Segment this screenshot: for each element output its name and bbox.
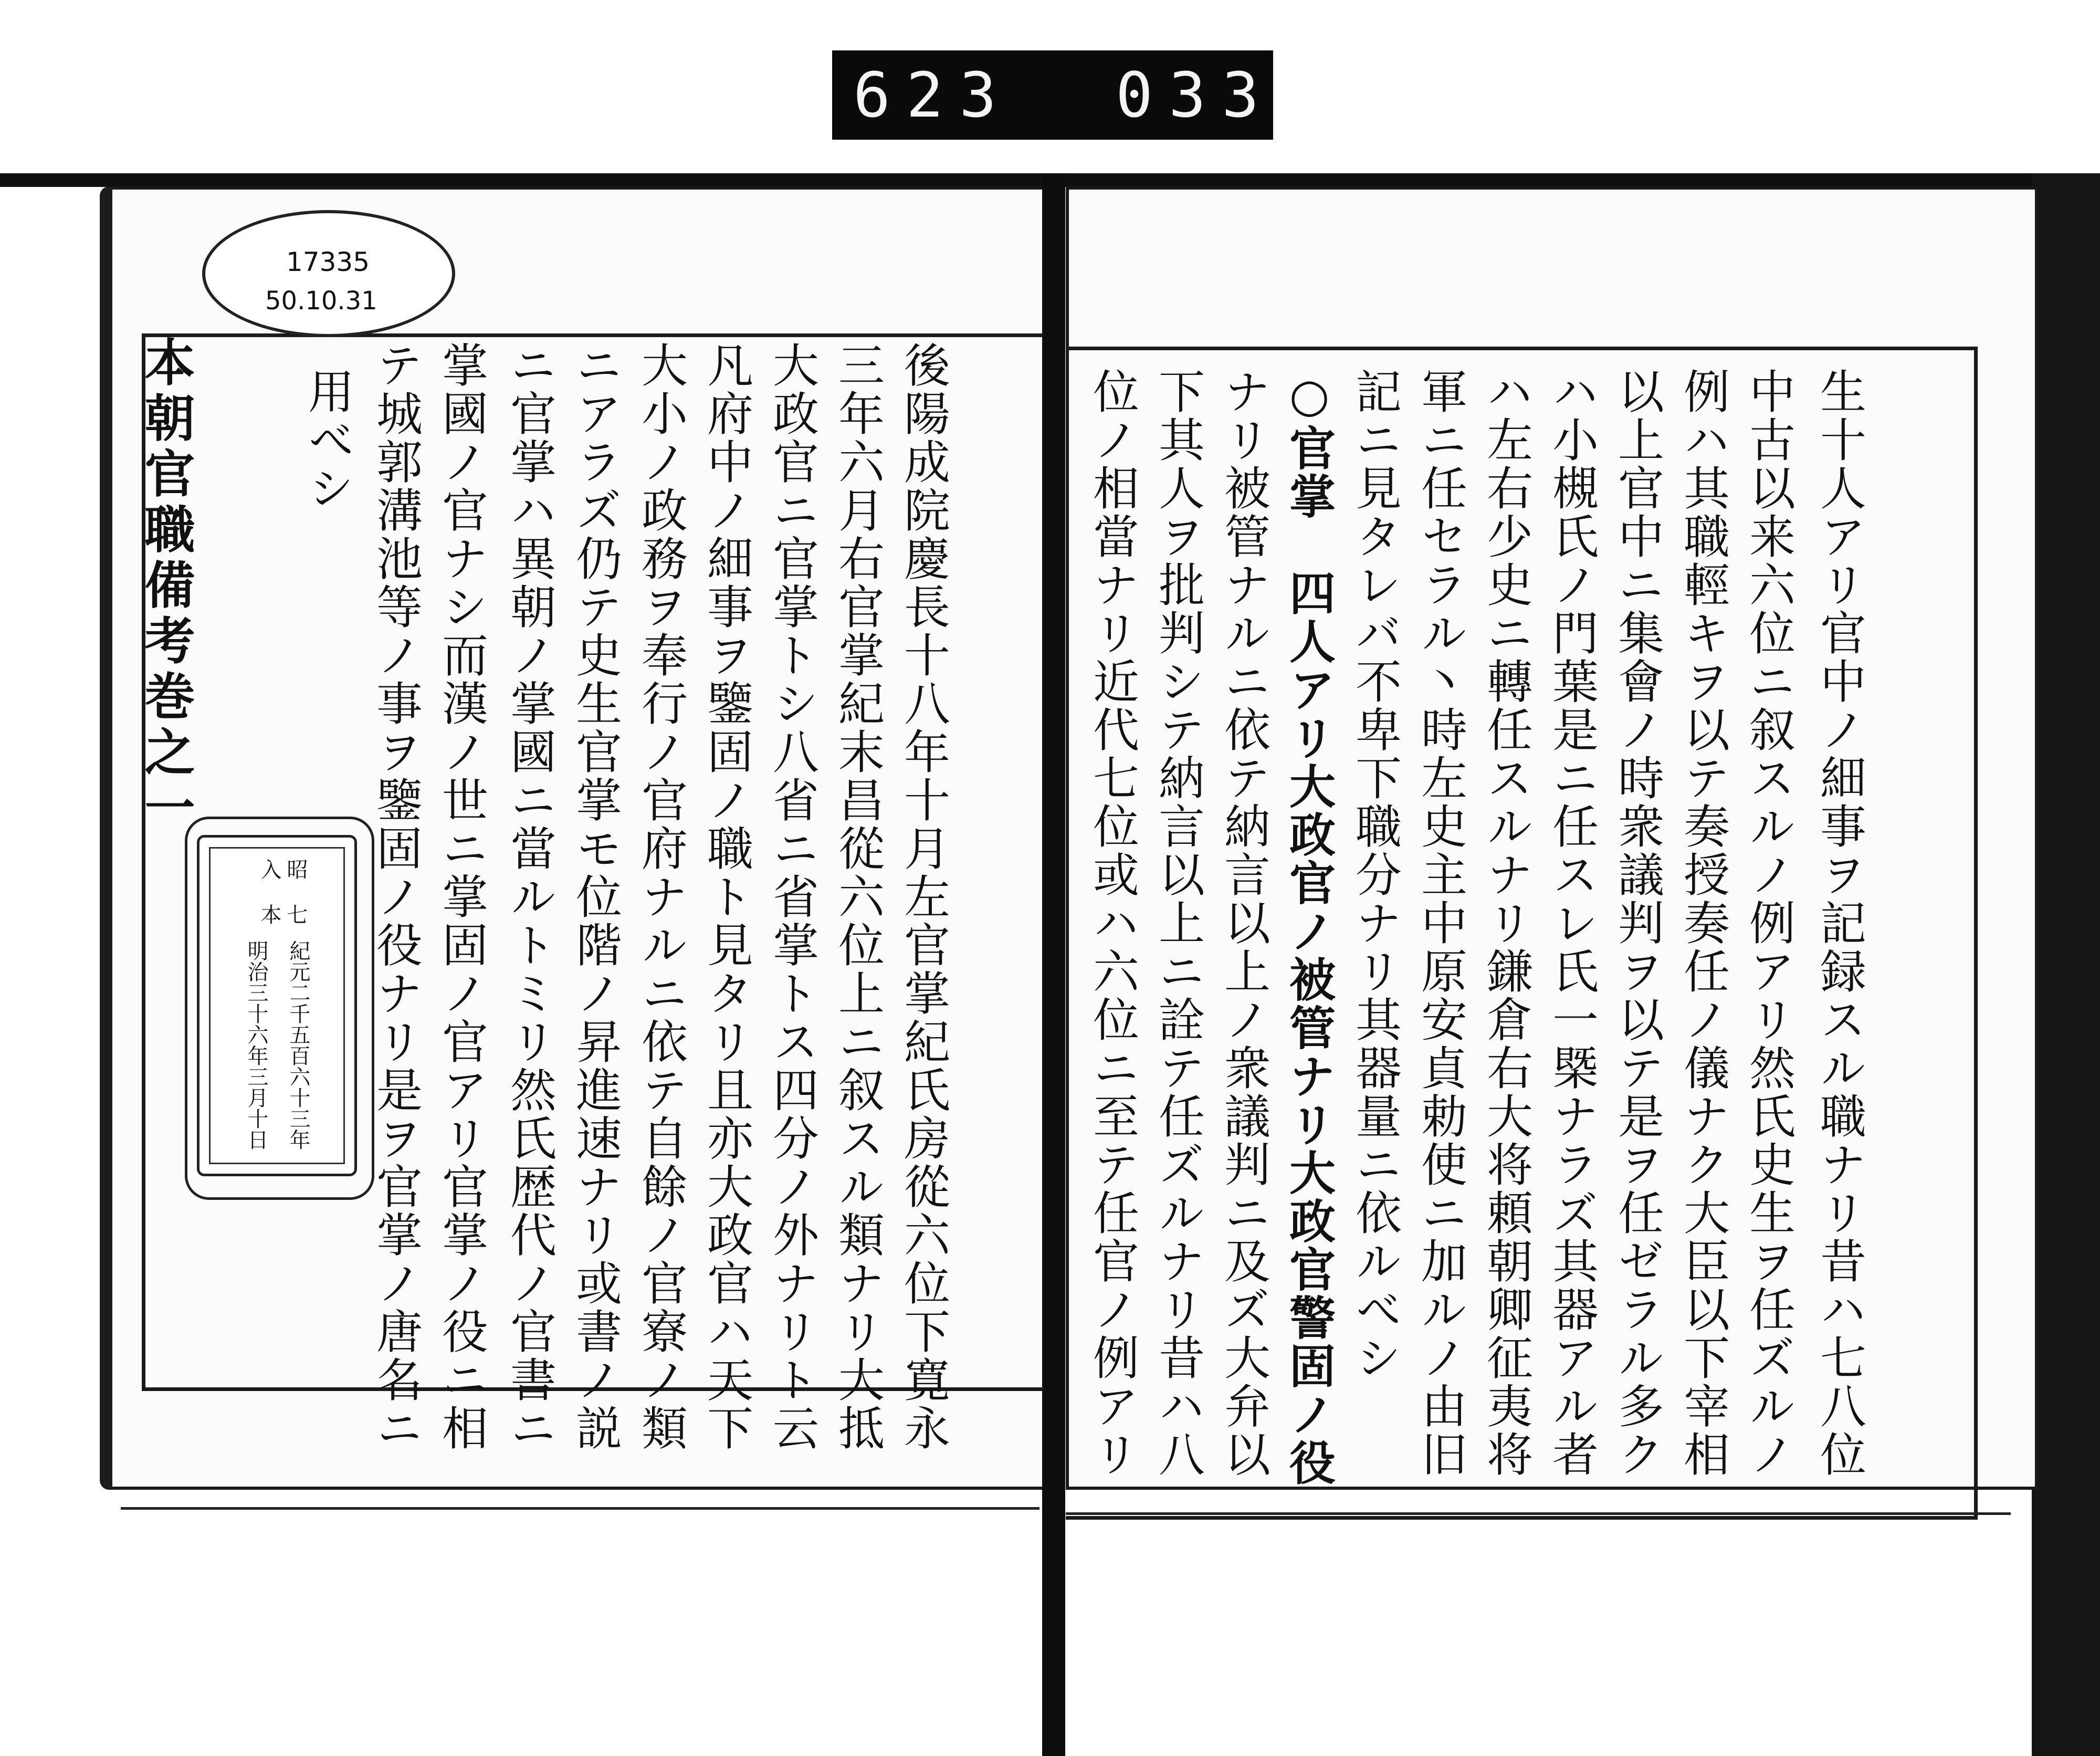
right-column-11: 下其人ヲ批判シテ納言以上ニ詮テ任ズルナリ昔ハ八 xyxy=(1151,368,1205,1479)
left-column-10: 用べシ xyxy=(301,368,355,513)
frame-number-label xyxy=(832,50,1273,140)
right-column-12: 位ノ相當ナリ近代七位或ハ六位ニ至テ任官ノ例アリ xyxy=(1086,368,1140,1479)
right-column-6: ハ左右少史ニ轉任スルナリ鎌倉右大将頼朝卿征夷将 xyxy=(1479,368,1534,1479)
right-column-2: 中古以来六位ニ叙スルノ例アリ然氏史生ヲ任ズルノ xyxy=(1742,368,1796,1479)
left-column-7: ニ官掌ハ異朝ノ掌國ニ當ルトミリ然氏歴代ノ官書ニ xyxy=(503,341,557,1452)
seal-date-meiji: 明治三十六年三月十日 xyxy=(244,940,268,1150)
left-column-2: 三年六月右官掌紀末昌從六位上ニ叙スル類ナリ大抵 xyxy=(831,341,885,1452)
left-column-4: 凡府中ノ細事ヲ鑒固ノ職ト見タリ且亦大政官ハ天下 xyxy=(700,341,754,1452)
frame-number-right: 033 xyxy=(1116,59,1275,131)
seal-date-era: 紀元二千五百六十三年 xyxy=(286,940,310,1150)
right-column-10: ナリ被管ナルニ依テ納言以上ノ衆議判ニ及ズ大弁以 xyxy=(1217,368,1271,1479)
seal-label: 昭 七 xyxy=(284,859,308,925)
left-column-6: ニアラズ仍テ史生官掌モ位階ノ昇進速ナリ或書ノ説 xyxy=(569,341,623,1452)
right-column-3: 例ハ其職輕キヲ以テ奏授奏任ノ儀ナク大臣以下宰相 xyxy=(1676,368,1730,1479)
right-column-1: 生十人アリ官中ノ細事ヲ記録スル職ナリ昔ハ七八位 xyxy=(1813,368,1867,1479)
accession-number: 17335 xyxy=(286,247,370,277)
right-edge-shadow xyxy=(2032,173,2100,1756)
frame-number-left: 623 xyxy=(853,59,1013,131)
book-gutter xyxy=(1042,173,1065,1756)
seal-heading: 入 本 xyxy=(257,859,281,925)
left-column-5: 大小ノ政務ヲ奉行ノ官府ナルニ依テ自餘ノ官寮ノ類 xyxy=(634,341,688,1452)
left-column-9: テ城郭溝池等ノ事ヲ鑒固ノ役ナリ是ヲ官掌ノ唐名ニ xyxy=(369,341,423,1452)
right-column-7: 軍ニ任セラル丶時左史主中原安貞勅使ニ加ルノ由旧 xyxy=(1414,368,1468,1479)
right-column-4: 以上官中ニ集會ノ時衆議判ヲ以テ是ヲ任ゼラル多ク xyxy=(1611,368,1665,1479)
right-column-9: ○官掌 四人アリ大政官ノ被管ナリ大政官警固ノ役 xyxy=(1282,368,1337,1487)
left-column-8: 掌國ノ官ナシ而漢ノ世ニ掌固ノ官アリ官掌ノ役ニ相 xyxy=(435,341,489,1452)
accession-date: 50.10.31 xyxy=(265,286,377,316)
right-column-5: ハ小槻氏ノ門葉是ニ任スレ氏一槩ナラズ其器アル者 xyxy=(1545,368,1599,1479)
left-bottom-margin xyxy=(121,1507,1040,1604)
left-column-1: 後陽成院慶長十八年十月左官掌紀氏房從六位下寛永 xyxy=(897,341,951,1452)
book-title: 本朝官職備考巻之一 xyxy=(136,336,196,837)
left-column-3: 大政官ニ官掌トシ八省ニ省掌トス四分ノ外ナリト云 xyxy=(765,341,820,1452)
right-bottom-margin xyxy=(1066,1512,2011,1609)
right-column-8: 記ニ見タレバ不卑下職分ナリ其器量ニ依ルべシ xyxy=(1348,368,1402,1382)
